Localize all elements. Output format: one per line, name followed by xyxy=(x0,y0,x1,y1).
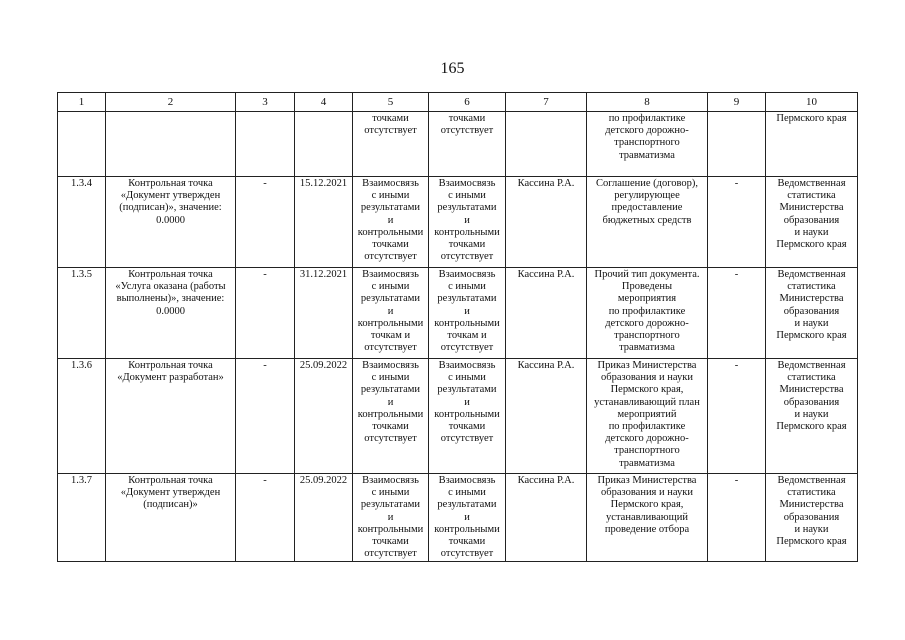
row-number xyxy=(58,112,106,177)
source-cell: Пермского края xyxy=(766,112,858,177)
cell-col9: - xyxy=(708,474,766,562)
table-row xyxy=(58,474,858,562)
control-point-name: Контрольная точка «Документ утвержден (подписан)», значение: 0.0000 xyxy=(106,177,236,268)
row-number: 1.3.7 xyxy=(58,474,106,562)
source-cell: Ведомственная статистика Министерства образования и науки Пермского края xyxy=(766,359,858,474)
document-cell: Соглашение (договор), регулирующее предоставление бюджетных средств xyxy=(587,177,708,268)
cell-col3: - xyxy=(236,359,295,474)
relation-cell: Взаимосвязь с иными результатами и контрольными точкам и отсутствует xyxy=(429,268,506,359)
header-cell: 1 xyxy=(58,93,106,112)
page-number: 165 xyxy=(440,60,465,77)
cell-col3: - xyxy=(236,474,295,562)
date-cell: 25.09.2022 xyxy=(295,474,353,562)
source-cell: Ведомственная статистика Министерства образования и науки Пермского края xyxy=(766,177,858,268)
source-cell: Ведомственная статистика Министерства образования и науки Пермского края xyxy=(766,268,858,359)
date-cell xyxy=(295,112,353,177)
header-cell: 4 xyxy=(295,93,353,112)
responsible-cell: Кассина Р.А. xyxy=(506,359,587,474)
responsible-cell: Кассина Р.А. xyxy=(506,268,587,359)
header-cell: 6 xyxy=(429,93,506,112)
date-cell: 15.12.2021 xyxy=(295,177,353,268)
responsible-cell: Кассина Р.А. xyxy=(506,177,587,268)
cell-col9: - xyxy=(708,268,766,359)
relation-cell: Взаимосвязь с иными результатами и контрольными точками отсутствует xyxy=(353,474,429,562)
control-point-name xyxy=(106,112,236,177)
row-number: 1.3.5 xyxy=(58,268,106,359)
date-cell: 25.09.2022 xyxy=(295,359,353,474)
document-cell: Приказ Министерства образования и науки Пермского края, устанавливающий проведение отбора xyxy=(587,474,708,562)
cell-col9: - xyxy=(708,359,766,474)
header-cell: 3 xyxy=(236,93,295,112)
relation-cell: Взаимосвязь с иными результатами и контрольными точкам и отсутствует xyxy=(353,268,429,359)
header-cell: 9 xyxy=(708,93,766,112)
control-point-name: Контрольная точка «Документ разработан» xyxy=(106,359,236,474)
control-points-table xyxy=(57,92,858,562)
responsible-cell xyxy=(506,112,587,177)
table-row xyxy=(58,112,858,177)
cell-col9: - xyxy=(708,177,766,268)
relation-cell: Взаимосвязь с иными результатами и контрольными точками отсутствует xyxy=(353,359,429,474)
relation-cell: точками отсутствует xyxy=(429,112,506,177)
header-cell: 5 xyxy=(353,93,429,112)
relation-cell: точками отсутствует xyxy=(353,112,429,177)
responsible-cell: Кассина Р.А. xyxy=(506,474,587,562)
cell-col9 xyxy=(708,112,766,177)
table-row xyxy=(58,177,858,268)
header-cell: 8 xyxy=(587,93,708,112)
table-header-row xyxy=(58,93,858,112)
control-point-name: Контрольная точка «Услуга оказана (работы выполнены)», значение: 0.0000 xyxy=(106,268,236,359)
document-cell: Приказ Министерства образования и науки Пермского края, устанавливающий план мероприятий по профилактике детского дорожно- транспортного травматизма xyxy=(587,359,708,474)
relation-cell: Взаимосвязь с иными результатами и контрольными точками отсутствует xyxy=(429,474,506,562)
source-cell: Ведомственная статистика Министерства образования и науки Пермского края xyxy=(766,474,858,562)
row-number: 1.3.4 xyxy=(58,177,106,268)
header-cell: 7 xyxy=(506,93,587,112)
control-point-name: Контрольная точка «Документ утвержден (подписан)» xyxy=(106,474,236,562)
table-row xyxy=(58,359,858,474)
cell-col3: - xyxy=(236,268,295,359)
document-cell: по профилактике детского дорожно- транспортного травматизма xyxy=(587,112,708,177)
header-cell: 10 xyxy=(766,93,858,112)
relation-cell: Взаимосвязь с иными результатами и контрольными точками отсутствует xyxy=(353,177,429,268)
relation-cell: Взаимосвязь с иными результатами и контрольными точками отсутствует xyxy=(429,177,506,268)
cell-col3 xyxy=(236,112,295,177)
date-cell: 31.12.2021 xyxy=(295,268,353,359)
document-cell: Прочий тип документа. Проведены мероприятия по профилактике детского дорожно- транспортного травматизма xyxy=(587,268,708,359)
row-number: 1.3.6 xyxy=(58,359,106,474)
cell-col3: - xyxy=(236,177,295,268)
relation-cell: Взаимосвязь с иными результатами и контрольными точками отсутствует xyxy=(429,359,506,474)
table-row xyxy=(58,268,858,359)
header-cell: 2 xyxy=(106,93,236,112)
